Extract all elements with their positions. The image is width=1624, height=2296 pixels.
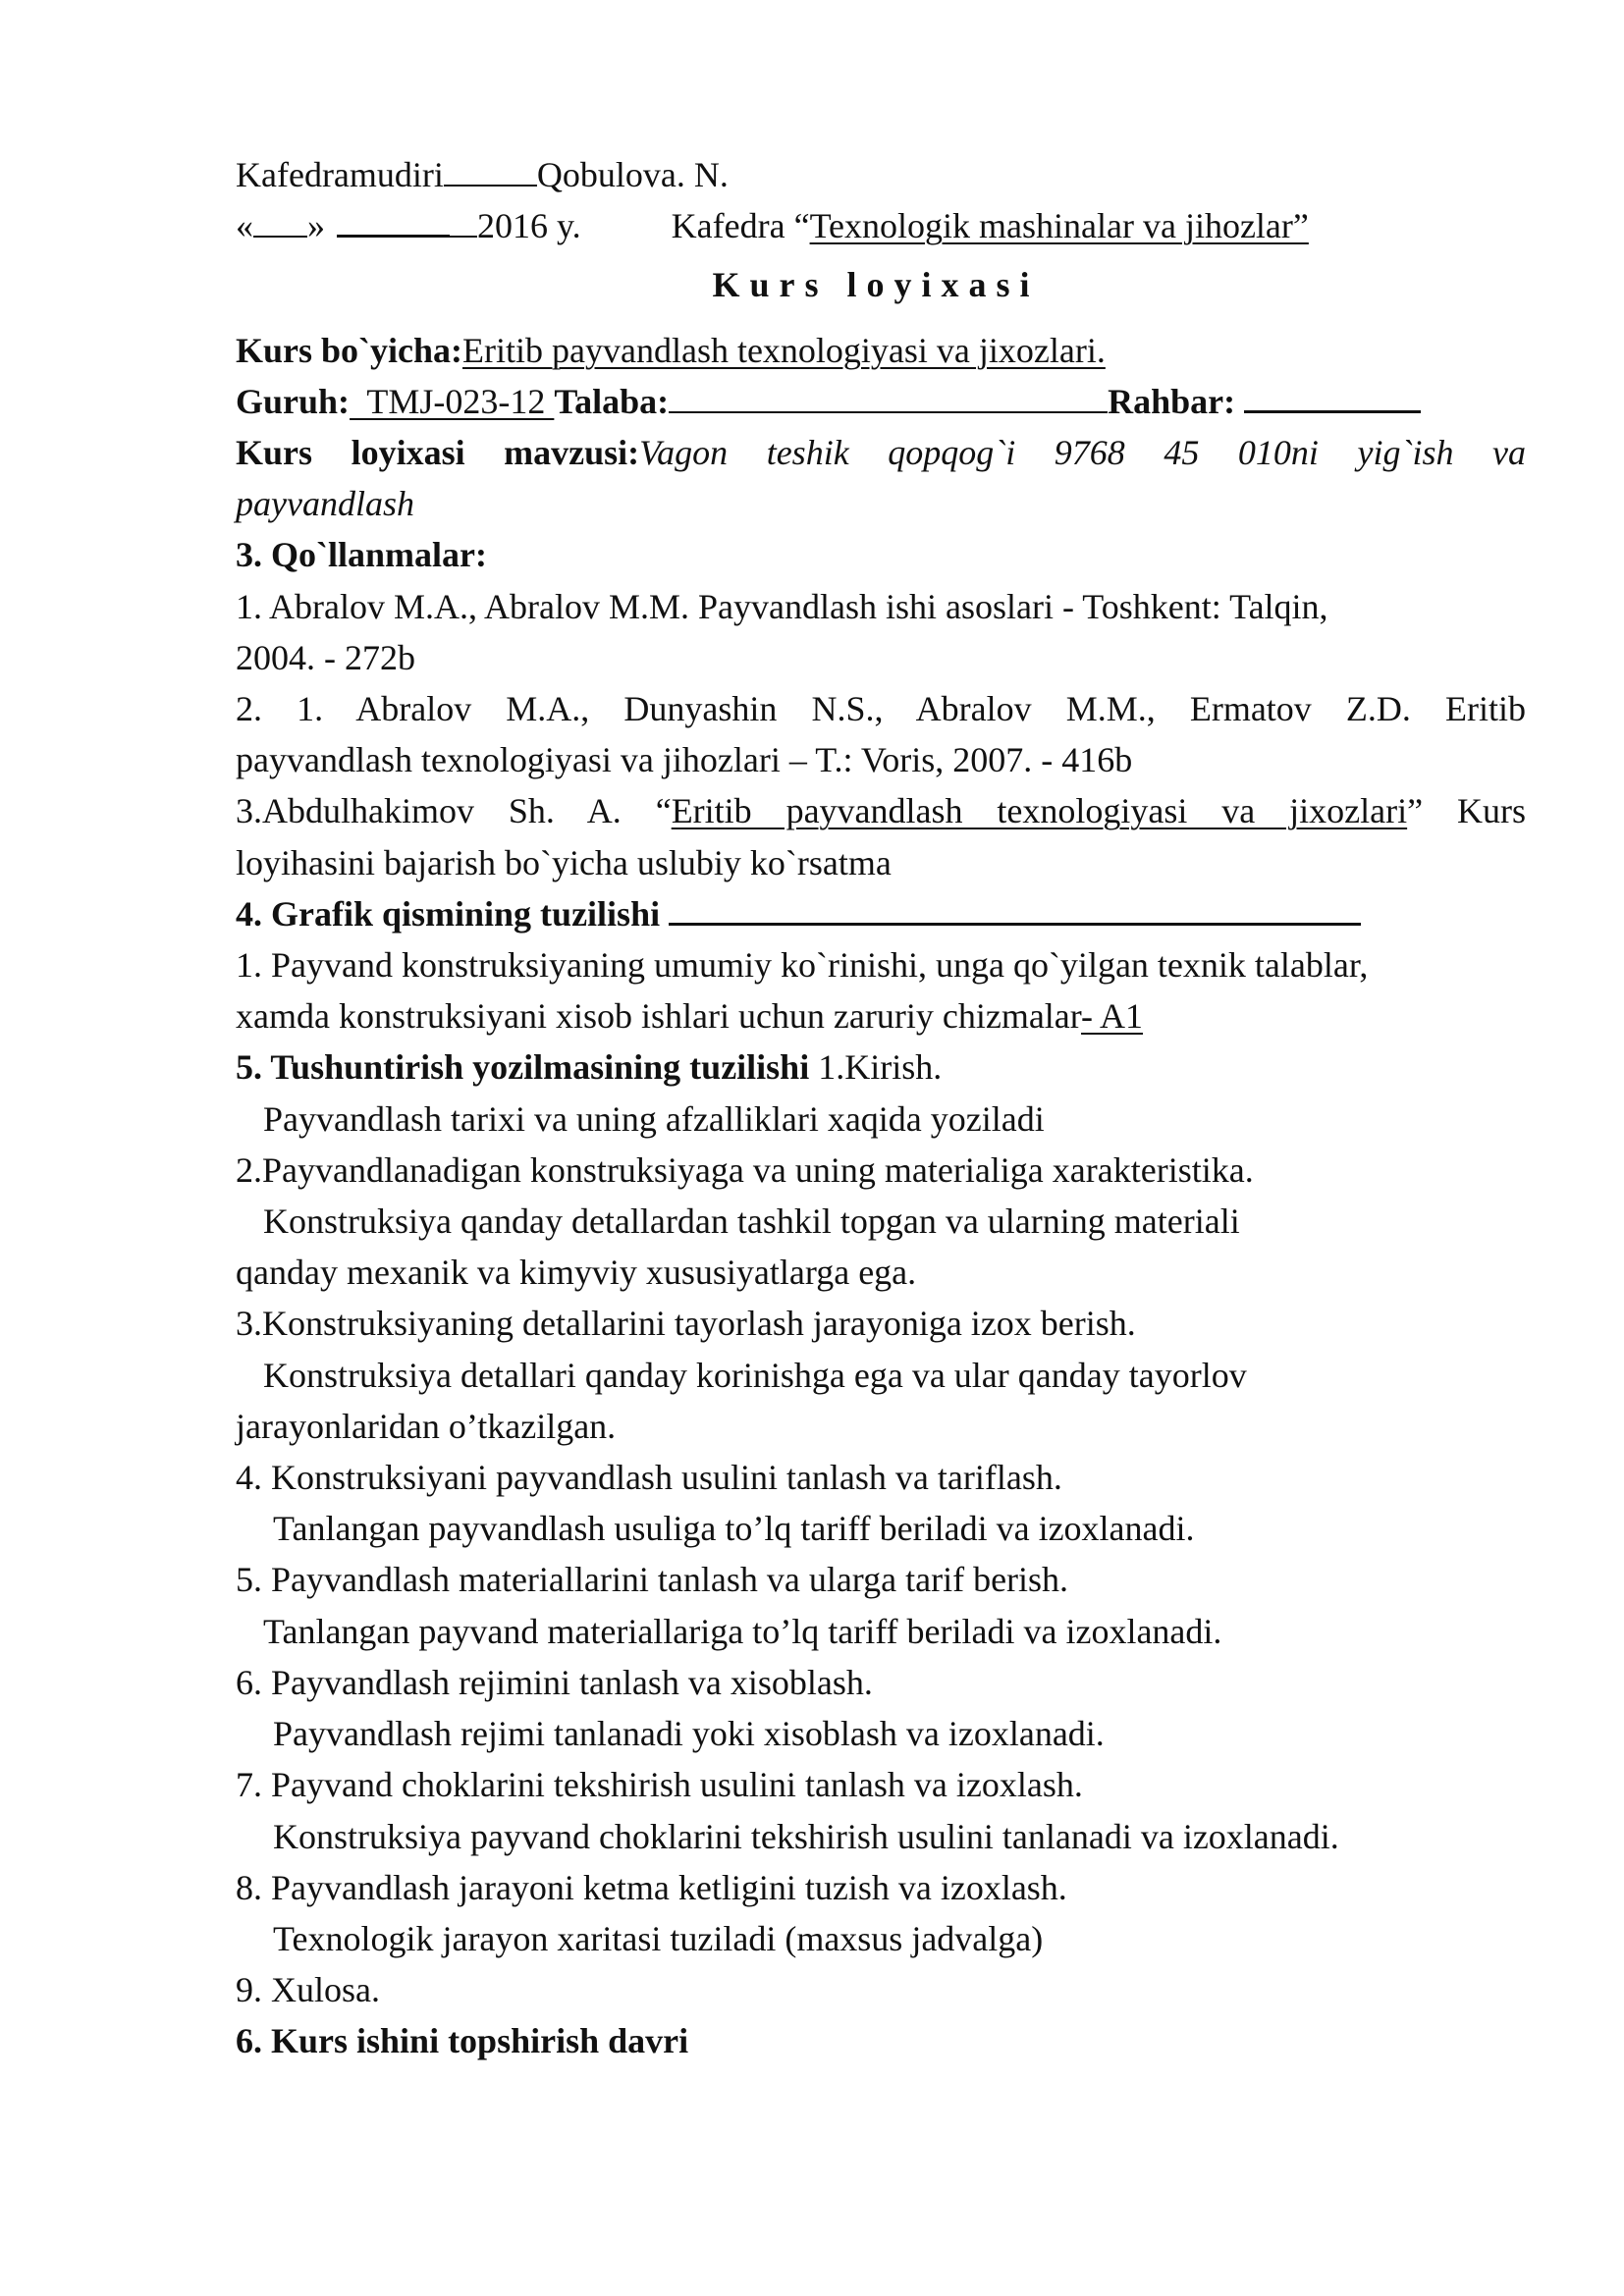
month-blank-tail bbox=[450, 202, 477, 238]
explanatory-line: 7. Payvand choklarini tekshirish usulini tanlash va izoxlash. bbox=[236, 1765, 1083, 1805]
reference-3-prefix: 3.Abdulhakimov Sh. A. “ bbox=[236, 791, 672, 831]
graphic-heading: 4. Grafik qismining tuzilishi bbox=[236, 893, 670, 934]
explanatory-line: Payvandlash tarixi va uning afzalliklari xaqida yoziladi bbox=[263, 1098, 1045, 1139]
explanatory-line: qanday mexanik va kimyviy xususiyatlarga ega. bbox=[236, 1253, 917, 1293]
explanatory-line: 9. Xulosa. bbox=[236, 1970, 380, 2010]
explanatory-heading: 5. Tushuntirish yozilmasining tuzilishi bbox=[236, 1047, 819, 1088]
signature-blank bbox=[444, 151, 537, 187]
group-value: TMJ-023-12 bbox=[350, 381, 555, 421]
explanatory-line: 2.Payvandlanadigan konstruksiyaga va uning materialiga xarakteristika. bbox=[236, 1149, 1254, 1190]
course-label: Kurs bo`yicha: bbox=[236, 330, 463, 370]
reference-3-suffix: ” Kurs bbox=[1407, 791, 1526, 831]
explanatory-heading-line bbox=[236, 1041, 1526, 1093]
head-name: Qobulova. N. bbox=[536, 155, 729, 194]
reference-1-line2: 2004. - 272b bbox=[236, 637, 415, 677]
group-label: Guruh: bbox=[236, 381, 351, 421]
graphic-blank bbox=[669, 889, 1361, 926]
date-open-quote: « bbox=[236, 206, 253, 246]
reference-2-line1: 2. 1. Abralov M.A., Dunyashin N.S., Abralov M.M., Ermatov Z.D. Eritib bbox=[236, 689, 1526, 729]
graphic-item-1-line2 bbox=[236, 990, 1526, 1041]
topic-label: Kurs loyixasi mavzusi: bbox=[236, 433, 640, 473]
explanatory-line: 5. Payvandlash materiallarini tanlash va ularga tarif berish. bbox=[236, 1560, 1069, 1600]
course-value: Eritib payvandlash texnologiyasi va jixozlari. bbox=[462, 330, 1106, 370]
date-department-line bbox=[236, 200, 1526, 251]
reference-3-line2: loyihasini bajarish bo`yicha uslubiy ko`rsatma bbox=[236, 842, 892, 882]
topic-line bbox=[236, 427, 1526, 478]
course-line bbox=[236, 325, 1526, 376]
date-year: 2016 y. bbox=[477, 206, 581, 246]
explanatory-line: 8. Payvandlash jarayoni ketma ketligini tuzish va izoxlash. bbox=[236, 1867, 1067, 1907]
graphic-heading-line bbox=[236, 888, 1526, 939]
head-label: Kafedramudiri bbox=[236, 155, 444, 194]
supervisor-blank bbox=[1244, 377, 1421, 413]
department-name: Texnologik mashinalar va jihozlar” bbox=[809, 206, 1309, 246]
document-title: Kurs loyixasi bbox=[712, 265, 1040, 305]
reference-3-line1 bbox=[236, 785, 1526, 836]
student-label: Talaba: bbox=[554, 381, 670, 421]
explanatory-line: Konstruksiya qanday detallardan tashkil topgan va ularning materiali bbox=[263, 1201, 1240, 1242]
reference-1-line1: 1. Abralov M.A., Abralov M.M. Payvandlash ishi asoslari - Toshkent: Talqin, bbox=[236, 586, 1328, 626]
explanatory-line: 3.Konstruksiyaning detallarini tayorlash jarayoniga izox berish. bbox=[236, 1304, 1136, 1344]
date-close-quote: » bbox=[307, 206, 325, 246]
explanatory-line: 6. Payvandlash rejimini tanlash va xisoblash. bbox=[236, 1662, 873, 1702]
reference-3-title: Eritib payvandlash texnologiyasi va jixozlari bbox=[671, 791, 1408, 831]
explanatory-line: Texnologik jarayon xaritasi tuziladi (maxsus jadvalga) bbox=[273, 1918, 1044, 1958]
submission-heading: 6. Kurs ishini topshirish davri bbox=[236, 2021, 689, 2061]
month-blank bbox=[337, 201, 450, 238]
manuals-heading: 3. Qo`llanmalar: bbox=[236, 535, 487, 575]
explanatory-first-item: 1.Kirish. bbox=[818, 1047, 943, 1088]
group-student-supervisor-line bbox=[236, 376, 1526, 427]
explanatory-line: Tanlangan payvand materiallariga to’lq tariff beriladi va izoxlanadi. bbox=[263, 1611, 1222, 1651]
explanatory-line: 4. Konstruksiyani payvandlash usulini tanlash va tariflash. bbox=[236, 1458, 1062, 1498]
topic-value-line1: Vagon teshik qopqog`i 9768 45 010ni yig`ish va bbox=[639, 433, 1526, 473]
department-prefix: Kafedra “ bbox=[671, 206, 810, 246]
student-blank bbox=[669, 378, 1108, 413]
supervisor-label: Rahbar: bbox=[1108, 381, 1245, 421]
reference-2-line2: payvandlash texnologiyasi va jihozlari – T.: Voris, 2007. - 416b bbox=[236, 740, 1133, 780]
graphic-item-1-text: xamda konstruksiyani xisob ishlari uchun zaruriy chizmalar bbox=[236, 996, 1082, 1037]
explanatory-line: Payvandlash rejimi tanlanadi yoki xisoblash va izoxlanadi. bbox=[273, 1714, 1105, 1754]
explanatory-list bbox=[236, 1094, 1526, 2016]
explanatory-line: Tanlangan payvandlash usuliga to’lq tariff beriladi va izoxlanadi. bbox=[273, 1509, 1195, 1549]
explanatory-line: jarayonlaridan o’tkazilgan. bbox=[236, 1406, 617, 1446]
day-blank bbox=[253, 202, 307, 238]
head-approval-line bbox=[236, 149, 1526, 200]
explanatory-line: Konstruksiya detallari qanday korinishga ega va ular qanday tayorlov bbox=[263, 1355, 1247, 1395]
topic-value-line2: payvandlash bbox=[236, 484, 414, 524]
graphic-item-1-format: - A1 bbox=[1081, 996, 1144, 1037]
explanatory-line: Konstruksiya payvand choklarini tekshirish usulini tanlanadi va izoxlanadi. bbox=[273, 1816, 1339, 1856]
graphic-item-1-line1: 1. Payvand konstruksiyaning umumiy ko`rinishi, unga qo`yilgan texnik talablar, bbox=[236, 945, 1369, 986]
